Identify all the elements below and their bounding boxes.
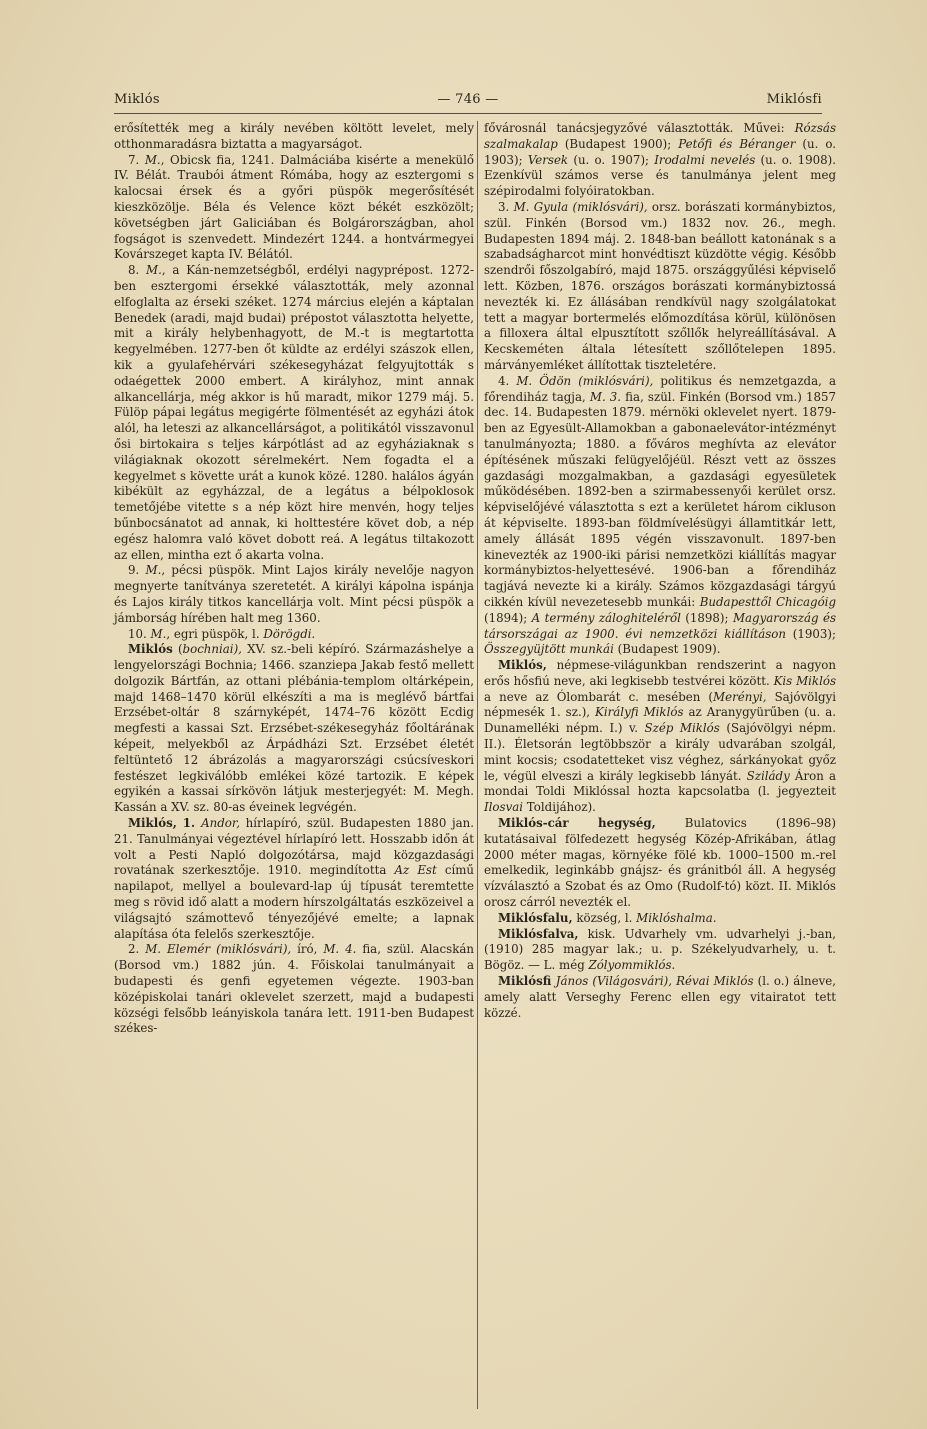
text-run: XV. sz.-beli képíró. Származáshelye a lengyelországi Bochnia; 1466. szanziepa Jakab festő mellett dolgozik Bártfán, az ottani plébánia-templom oltárképein, majd 1468–1470 körül elkészíti a ma is meglévő bártfai Erzsébet-oltár 8 szárnyképét, 1474–76 között Ecdig megfesti a kassai Szt. Erzsébet-székesegyház főoltárának képeit, melyekből az Árpádházi Szt. Erzsébet életét feltüntető 12 ábrázolás a magyarországi csúcsíveskori festészet legkiválóbb emlékei közé tartozik. E képek egyikén a kassai sírkövön látjuk mesterjegyét: M. Megh. Kassán a XV. sz. 80-as éveinek legvégén. bbox=[114, 642, 474, 815]
text-run: író, bbox=[291, 942, 324, 957]
text-run: ( bbox=[172, 642, 183, 657]
text-run: (1903); bbox=[786, 626, 836, 641]
entry-paragraph bbox=[114, 153, 474, 264]
italic-text: Irodalmi nevelés bbox=[654, 152, 756, 167]
entry-headword: Miklósfalu, bbox=[498, 910, 573, 925]
page-number: — 746 — bbox=[437, 92, 499, 107]
entry-headword: Miklósfi bbox=[498, 974, 556, 989]
text-run: népmese-világunkban rendszerint a nagyon erős hősfiú neve, aki legkisebb testvérei között. bbox=[484, 658, 836, 688]
italic-text: Zólyommiklós. bbox=[588, 958, 676, 973]
entry-paragraph bbox=[114, 942, 474, 1037]
italic-text: bochniai), bbox=[182, 642, 242, 657]
text-run: című napilapot, mellyel a boulevard-lap új típusát teremtette meg s rövid idő alatt a modern hírszolgáltatás eszközeivel a világsajtó számottevő tényezőjévé emelte; a lapnak alapítása óta felelős szerkesztője. bbox=[114, 863, 475, 941]
entry-paragraph bbox=[484, 911, 836, 927]
italic-text: Ilosvai bbox=[484, 800, 524, 815]
entry-paragraph bbox=[114, 642, 474, 816]
text-run: fia, szül. Finkén (Borsod vm.) 1857 dec. 14. Budapesten 1879. mérnöki oklevelet nyert. 1879-ben az Egyesült-Allamokban a gabonaelevátor-intézményt tanulmányozta; 1880. a főváros meghívta az elevátor építésének műszaki felügyelőjéül. Részt vett az összes gazdasági mozgalmakban, a gazdasági egyesületek működésében. 1892-ben a szirmabessenyői kerület orsz. képviselőjévé választotta s ezt a kerületet három cikluson át képviselte. 1893-ban földmívelésügyi államtitkár lett, amely állását 1895 végén visszavonult. 1897-ben kinevezték az 1900-iki párisi nemzetközi kiállítás magyar kormánybiztos-helyettesévé. 1906-ban a főrendiház tagjává nevezte ki a király. Számos közgazdasági tárgyú cikkén kívül nevezetesebb munkái: bbox=[484, 389, 836, 609]
italic-text: Kis Miklós bbox=[773, 673, 836, 688]
text-run: 9. bbox=[128, 563, 146, 578]
entry-headword: Miklós bbox=[128, 642, 173, 657]
italic-text: Petőfi és Béranger bbox=[678, 136, 796, 151]
entry-paragraph bbox=[484, 974, 836, 1021]
italic-text: Magyarország és társországai az 1900. évi nemzetközi kiállításon bbox=[484, 610, 837, 641]
text-run: , Obicsk fia, 1241. Dalmáciába kisérte a menekülő IV. Bélát. Traubói átment Rómába, hogy az esztergomi s kalocsai érsek és a győri püspök megerősítését kieszközölje. Béla és Velence közt békét eszközölt; követségben járt Galiciában és Bolgárországban, ahol fogságot is szenvedett. Mindezért 1244. a hontvármegyei Kovárszeget kapta IV. Bélától. bbox=[114, 152, 474, 262]
text-run: orsz. borászati kormánybiztos, szül. Finkén (Borsod vm.) 1832 nov. 26., megh. Budapesten 1894 máj. 2. 1848-ban beállott katonának s a szabadságharcot mint honvédtiszt küzdötte végig. Később szendrői főszolgabíró, majd 1875. országgyűlési képviselő lett. Közben, 1876. országos borászati kormánybiztossá nevezték ki. Ez állásában rendkívül nagy szolgálatokat tett a magyar bortermelés előmozdítása körül, különösen a filloxera által elpusztított szőllők helyreállításával. A Kecskeméten általa létesített szőllőtelepen 1895. márványemléket állítottak tiszteletére. bbox=[484, 199, 836, 372]
column-divider bbox=[477, 121, 478, 1409]
italic-text: János (Világosvári), bbox=[555, 974, 673, 989]
italic-text: Merényi, bbox=[713, 689, 767, 704]
italic-text: Révai Miklós bbox=[676, 974, 754, 989]
text-run: Sajóvölgyi népmesék 1. sz.), bbox=[484, 689, 837, 720]
right-column bbox=[484, 121, 836, 1021]
italic-text: Szép Miklós bbox=[644, 721, 720, 736]
text-run: 7. bbox=[128, 152, 145, 167]
text-run: (l. o.) álneve, amely alatt Verseghy Ferenc ellen egy vitairatot tett közzé. bbox=[484, 974, 837, 1020]
text-run: , pécsi püspök. Mint Lajos király nevelője nagyon megnyerte tanítványa szeretetét. A királyi kápolna ispánja és Lajos király titkos kancellárja volt. Mint pécsi püspök a jámborság hírében halt meg 1360. bbox=[114, 563, 474, 625]
text-run: (u. o. 1907); bbox=[568, 152, 655, 167]
italic-text: Dörögdi. bbox=[263, 626, 316, 641]
header-left-keyword: Miklós bbox=[114, 92, 160, 107]
italic-text: M. 3. bbox=[589, 389, 622, 404]
italic-text: M. bbox=[146, 263, 162, 278]
text-run: 10. bbox=[128, 626, 151, 641]
text-run: fia, szül. Alacskán (Borsod vm.) 1882 jún. 4. Főiskolai tanulmányait a budapesti és genfi egyetemen végezte. 1903-ban középiskolai tanári oklevelet szerzett, majd a budapesti községi felsőbb leányiskola tanára lett. 1911-ben Budapest székes- bbox=[114, 942, 474, 1036]
text-run: , a Kán-nemzetségből, erdélyi nagyprépost. 1272-ben esztergomi érsekké választották, mely azonnal elfoglalta az érseki széket. 1274 március elején a káptalan Benedek (aradi, majd budai) prépostot választotta helyette, mit a király helybenhagyott, de M.-t is megtartotta kegyelmében. 1277-ben őt küldte az erdélyi szászok ellen, kik a gyulafehérvári székesegyházat felgyujtották s odaégettek 2000 embert. A királyhoz, mint annak alkancellárja, még akkor is hű maradt, mikor 1279 máj. 5. Fülöp pápai legátus megigérte fölmentését az egyházi átok alól, ha leteszi az alkancellárságot, a politikától visszavonul ősi birtokaira s teljes kárpótlást ad az egyháziaknak s világiaknak okozott sérelmekért. Nem fogadta el a kegyelmet s követte urát a kunok közé. 1280. halálos ágyán kibékült az egyházzal, de a legátus a bélpoklosok temetőjébe vitette s a nép közt hire menvén, hogy teljes bűnbocsánatot ad annak, ki holttestére követ dob, a nép egész halomra való követ dobott reá. A legátus tiltakozott az ellen, mintha ezt ő akarta volna. bbox=[114, 263, 474, 562]
entry-paragraph bbox=[114, 816, 474, 942]
text-run: (1898); bbox=[680, 610, 733, 625]
text-run: (u. o. 1903); bbox=[484, 136, 836, 167]
text-run: (Budapest 1909). bbox=[613, 642, 721, 657]
entry-headword: Miklósfalva, bbox=[498, 926, 579, 941]
italic-text: Összegyüjtött munkái bbox=[484, 642, 614, 657]
entry-headword: Miklós, 1. bbox=[128, 816, 202, 831]
text-run: fővárosnál tanácsjegyzővé választották. Művei: bbox=[484, 121, 795, 135]
text-run: Toldijához). bbox=[523, 800, 596, 815]
text-run: Áron a mondai Toldi Miklóssal hozta kapcsolatba (l. jegyezteit bbox=[484, 768, 836, 799]
text-run: (Budapest 1900); bbox=[557, 136, 679, 151]
text-run: az Aranygyürűben (u. a. Dunamelléki népm. I.) v. bbox=[484, 705, 836, 736]
italic-text: M. Elemér (miklósvári), bbox=[145, 942, 292, 957]
italic-text: A termény záloghiteléről bbox=[531, 610, 681, 625]
text-run: község, l. bbox=[572, 910, 637, 925]
italic-text: M. Ödön (miklósvári), bbox=[516, 373, 654, 388]
italic-text: Szilády bbox=[746, 768, 790, 783]
entry-paragraph bbox=[114, 121, 474, 153]
entry-paragraph bbox=[114, 263, 474, 563]
entry-paragraph bbox=[114, 563, 474, 626]
italic-text: M. bbox=[145, 563, 162, 578]
left-column bbox=[114, 121, 474, 1037]
italic-text: M. 4. bbox=[323, 942, 357, 957]
text-run: erősítették meg a király nevében költött levelet, mely otthonmaradásra biztatta a magyarságot. bbox=[114, 121, 474, 151]
text-run: 3. bbox=[498, 199, 514, 214]
text-run: (Sajóvölgyi népm. II.). Életsorán legtöbbször a király udvarában szolgál, mint kocsis; csodatetteket visz véghez, sárkányokat győz le, végül elveszi a király legkisebb lányát. bbox=[484, 721, 836, 783]
text-run: Bulatovics (1896–98) kutatásaival fölfedezett hegység Közép-Afrikában, átlag 2000 méter magas, környéke fölé kb. 1000–1500 m.-rel emelkedik, leginkább gnájsz- és gránitból áll. A hegység vízválasztó a Szobat és az Omo (Rudolf-tó) közt. II. Miklós orosz cárról nevezték el. bbox=[484, 816, 836, 910]
text-run: (u. o. 1908). Ezenkívül számos verse és tanulmánya jelent meg szépirodalmi folyóiratokban. bbox=[484, 152, 836, 199]
entry-paragraph bbox=[484, 200, 836, 374]
entry-paragraph bbox=[484, 658, 836, 816]
entry-paragraph bbox=[484, 816, 836, 911]
running-head bbox=[114, 92, 822, 112]
italic-text: M. bbox=[144, 152, 161, 167]
header-rule bbox=[114, 113, 822, 114]
italic-text: Királyfi Miklós bbox=[595, 705, 684, 720]
text-run: (1894); bbox=[484, 610, 532, 625]
entry-paragraph bbox=[484, 927, 836, 974]
italic-text: Rózsás szalmakalap bbox=[484, 121, 836, 151]
italic-text: M. bbox=[150, 626, 167, 641]
text-run: politikus és nemzetgazda, a főrendiház tagja, bbox=[484, 373, 836, 404]
text-run: 4. bbox=[498, 373, 517, 388]
entry-paragraph bbox=[484, 374, 836, 658]
italic-text: Versek bbox=[527, 152, 569, 167]
entry-paragraph bbox=[114, 627, 474, 643]
text-run: hírlapíró, szül. Budapesten 1880 jan. 21. Tanulmányai végeztével hírlapíró lett. Hosszabb időn át volt a Pesti Napló dolgozótársa, majd közgazdasági rovatának szerkesztője. 1910. megindította bbox=[114, 816, 474, 878]
italic-text: Budapesttől Chicagóig bbox=[699, 594, 837, 609]
entry-headword: Miklós, bbox=[498, 658, 547, 673]
italic-text: M. Gyula (miklósvári), bbox=[513, 199, 648, 214]
text-run: kisk. Udvarhely vm. udvarhelyi j.-ban, (1910) 285 magyar lak.; u. p. Székelyudvarhely, u. t. Bögöz. — L. még bbox=[484, 926, 836, 973]
italic-text: Az Est bbox=[394, 863, 437, 878]
italic-text: Andor, bbox=[201, 816, 240, 831]
header-right-keyword: Miklósfi bbox=[766, 92, 822, 107]
text-run: , egri püspök, l. bbox=[166, 626, 264, 641]
entry-headword: Miklós-cár hegység, bbox=[498, 816, 656, 831]
text-run: 8. bbox=[128, 263, 147, 278]
text-run: 2. bbox=[128, 942, 146, 957]
entry-paragraph bbox=[484, 121, 836, 200]
text-run: a neve az Ólombarát c. mesében ( bbox=[484, 689, 714, 704]
italic-text: Miklóshalma. bbox=[636, 910, 717, 925]
